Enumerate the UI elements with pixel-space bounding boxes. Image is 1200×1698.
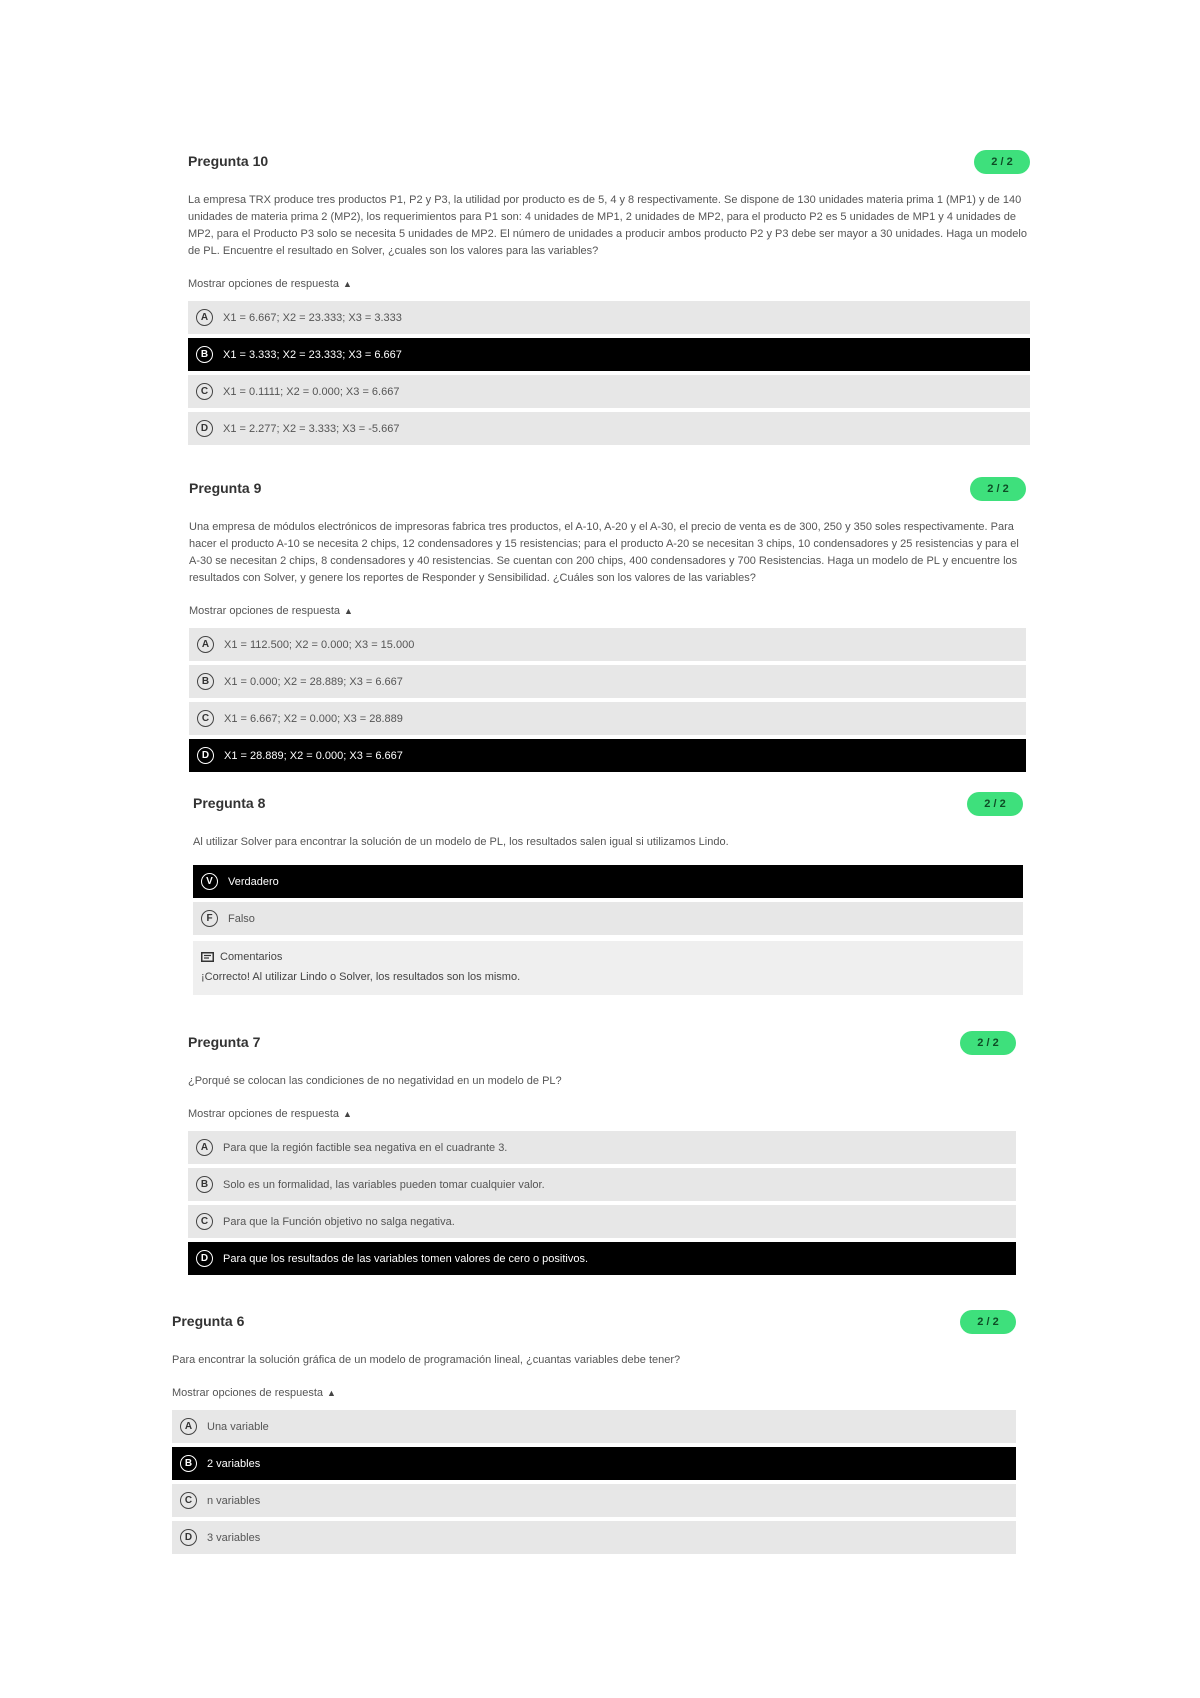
- question-header: [172, 1310, 1016, 1338]
- answer-option-b[interactable]: [188, 338, 1030, 371]
- answer-option-c[interactable]: [189, 702, 1026, 735]
- answer-option-c[interactable]: [188, 375, 1030, 408]
- option-text: X1 = 112.500; X2 = 0.000; X3 = 15.000: [224, 638, 415, 651]
- score-badge: 2 / 2: [960, 1031, 1016, 1055]
- answer-option-a[interactable]: [172, 1410, 1016, 1443]
- chevron-up-icon: ▲: [343, 1109, 352, 1119]
- answer-options: [172, 1410, 1016, 1554]
- comment-icon: [201, 952, 214, 963]
- answer-option-verdadero[interactable]: [193, 865, 1023, 898]
- option-letter-badge: B: [197, 673, 214, 690]
- answer-option-d[interactable]: [188, 1242, 1016, 1275]
- answer-option-b[interactable]: [188, 1168, 1016, 1201]
- question-header: [188, 1031, 1016, 1059]
- option-text: X1 = 6.667; X2 = 23.333; X3 = 3.333: [223, 311, 402, 324]
- option-text: X1 = 0.000; X2 = 28.889; X3 = 6.667: [224, 675, 403, 688]
- chevron-up-icon: ▲: [343, 279, 352, 289]
- option-text: Una variable: [207, 1420, 269, 1433]
- answer-option-b[interactable]: [189, 665, 1026, 698]
- chevron-up-icon: ▲: [327, 1388, 336, 1398]
- option-letter-badge: A: [180, 1418, 197, 1435]
- answer-options: [188, 1131, 1016, 1275]
- option-letter-badge: F: [201, 910, 218, 927]
- option-text: 2 variables: [207, 1457, 261, 1470]
- score-badge: 2 / 2: [970, 477, 1026, 501]
- option-letter-badge: B: [180, 1455, 197, 1472]
- option-text: Falso: [228, 912, 255, 925]
- option-letter-badge: A: [196, 309, 213, 326]
- option-text: Para que los resultados de las variables tomen valores de cero o positivos.: [223, 1252, 589, 1265]
- option-letter-badge: V: [201, 873, 218, 890]
- option-letter-badge: D: [197, 747, 214, 764]
- chevron-up-icon: ▲: [344, 606, 353, 616]
- toggle-label: Mostrar opciones de respuesta: [188, 1108, 340, 1120]
- question-title: Pregunta 6: [172, 1313, 245, 1329]
- option-text: Para que la región factible sea negativa en el cuadrante 3.: [223, 1141, 508, 1154]
- question-text: La empresa TRX produce tres productos P1, P2 y P3, la utilidad por producto es de 5, 4 y 8 respectivamente. Se dispone de 130 unidades materia prima 1 (MP1) y de 140 unidades de materia prima 2 (MP2), los requerimientos para P1 son: 4 unidades de MP1, 2 unidades de MP2, para el producto P2 es 5 unidades de MP1 y 4 unidades de MP2, para el Producto P3 solo se necesita 5 unidades de MP2. El número de unidades a producir ambos producto P2 y P3 debe ser mayor a 30 unidades. Haga un modelo de PL. Encuentre el resultado en Solver, ¿cuales son los valores para las variables?: [188, 194, 1027, 257]
- question-title: Pregunta 9: [189, 480, 262, 496]
- answer-option-c[interactable]: [172, 1484, 1016, 1517]
- question-text: Una empresa de módulos electrónicos de impresoras fabrica tres productos, el A-10, A-20 y el A-30, el precio de venta es de 300, 250 y 350 soles respectivamente. Para hacer el producto A-10 se necesita 2 chips, 12 condensadores y 15 resistencias; para el producto A-20 se necesitan 3 chips, 10 condensadores y 25 resistencias y para el A-30 se necesitan 2 chips, 8 condensadores y 40 resistencias. Se cuentan con 200 chips, 400 condensadores y 700 Resistencias. Haga un modelo de PL y encuentre los resultados con Solver, y genere los reportes de Responder y Sensibilidad. ¿Cuáles son los valores de las variables?: [189, 521, 1019, 584]
- option-letter-badge: D: [196, 1250, 213, 1267]
- question-title: Pregunta 8: [193, 795, 266, 811]
- answer-option-a[interactable]: [188, 301, 1030, 334]
- option-letter-badge: B: [196, 1176, 213, 1193]
- answer-options: [189, 628, 1026, 772]
- question-text: Para encontrar la solución gráfica de un modelo de programación lineal, ¿cuantas variables debe tener?: [172, 1354, 681, 1366]
- answer-option-d[interactable]: [188, 412, 1030, 445]
- option-text: X1 = 2.277; X2 = 3.333; X3 = -5.667: [223, 422, 400, 435]
- option-letter-badge: C: [180, 1492, 197, 1509]
- option-letter-badge: A: [196, 1139, 213, 1156]
- answer-option-d[interactable]: [189, 739, 1026, 772]
- toggle-label: Mostrar opciones de respuesta: [188, 278, 340, 290]
- answer-option-falso[interactable]: [193, 902, 1023, 935]
- question-6: [172, 1310, 1016, 1558]
- show-options-toggle[interactable]: [188, 277, 1030, 291]
- option-letter-badge: D: [196, 420, 213, 437]
- option-letter-badge: C: [197, 710, 214, 727]
- comment-title: Comentarios: [220, 951, 283, 963]
- question-text: ¿Porqué se colocan las condiciones de no negatividad en un modelo de PL?: [188, 1075, 562, 1087]
- show-options-toggle[interactable]: [189, 604, 1026, 618]
- show-options-toggle[interactable]: [172, 1386, 1016, 1400]
- option-text: Solo es un formalidad, las variables pueden tomar cualquier valor.: [223, 1178, 545, 1191]
- question-header: [193, 792, 1023, 820]
- option-text: X1 = 3.333; X2 = 23.333; X3 = 6.667: [223, 348, 402, 361]
- question-9: [189, 477, 1026, 776]
- question-header: [189, 477, 1026, 505]
- answer-option-c[interactable]: [188, 1205, 1016, 1238]
- answer-option-d[interactable]: [172, 1521, 1016, 1554]
- question-title: Pregunta 10: [188, 153, 269, 169]
- option-letter-badge: D: [180, 1529, 197, 1546]
- score-badge: 2 / 2: [960, 1310, 1016, 1334]
- score-badge: 2 / 2: [974, 150, 1030, 174]
- question-text: Al utilizar Solver para encontrar la solución de un modelo de PL, los resultados salen igual si utilizamos Lindo.: [193, 836, 729, 848]
- toggle-label: Mostrar opciones de respuesta: [172, 1387, 324, 1399]
- comment-text: ¡Correcto! Al utilizar Lindo o Solver, los resultados son los mismo.: [201, 971, 521, 983]
- answer-option-a[interactable]: [189, 628, 1026, 661]
- option-letter-badge: C: [196, 1213, 213, 1230]
- option-text: 3 variables: [207, 1531, 261, 1544]
- answer-option-a[interactable]: [188, 1131, 1016, 1164]
- question-title: Pregunta 7: [188, 1034, 261, 1050]
- answer-options: [188, 301, 1030, 445]
- option-text: Para que la Función objetivo no salga negativa.: [223, 1215, 455, 1228]
- show-options-toggle[interactable]: [188, 1107, 1016, 1121]
- toggle-label: Mostrar opciones de respuesta: [189, 605, 341, 617]
- question-7: [188, 1031, 1016, 1279]
- option-text: X1 = 28.889; X2 = 0.000; X3 = 6.667: [224, 749, 403, 762]
- comment-header: [201, 951, 1015, 963]
- option-text: X1 = 0.1111; X2 = 0.000; X3 = 6.667: [223, 385, 400, 398]
- answer-option-b[interactable]: [172, 1447, 1016, 1480]
- score-badge: 2 / 2: [967, 792, 1023, 816]
- question-10: [188, 150, 1030, 449]
- option-letter-badge: A: [197, 636, 214, 653]
- option-text: n variables: [207, 1494, 261, 1507]
- question-header: [188, 150, 1030, 178]
- option-text: Verdadero: [228, 875, 279, 888]
- option-letter-badge: B: [196, 346, 213, 363]
- answer-options: [193, 865, 1023, 935]
- comment-box: [193, 941, 1023, 995]
- option-letter-badge: C: [196, 383, 213, 400]
- option-text: X1 = 6.667; X2 = 0.000; X3 = 28.889: [224, 712, 403, 725]
- question-8: [193, 792, 1023, 995]
